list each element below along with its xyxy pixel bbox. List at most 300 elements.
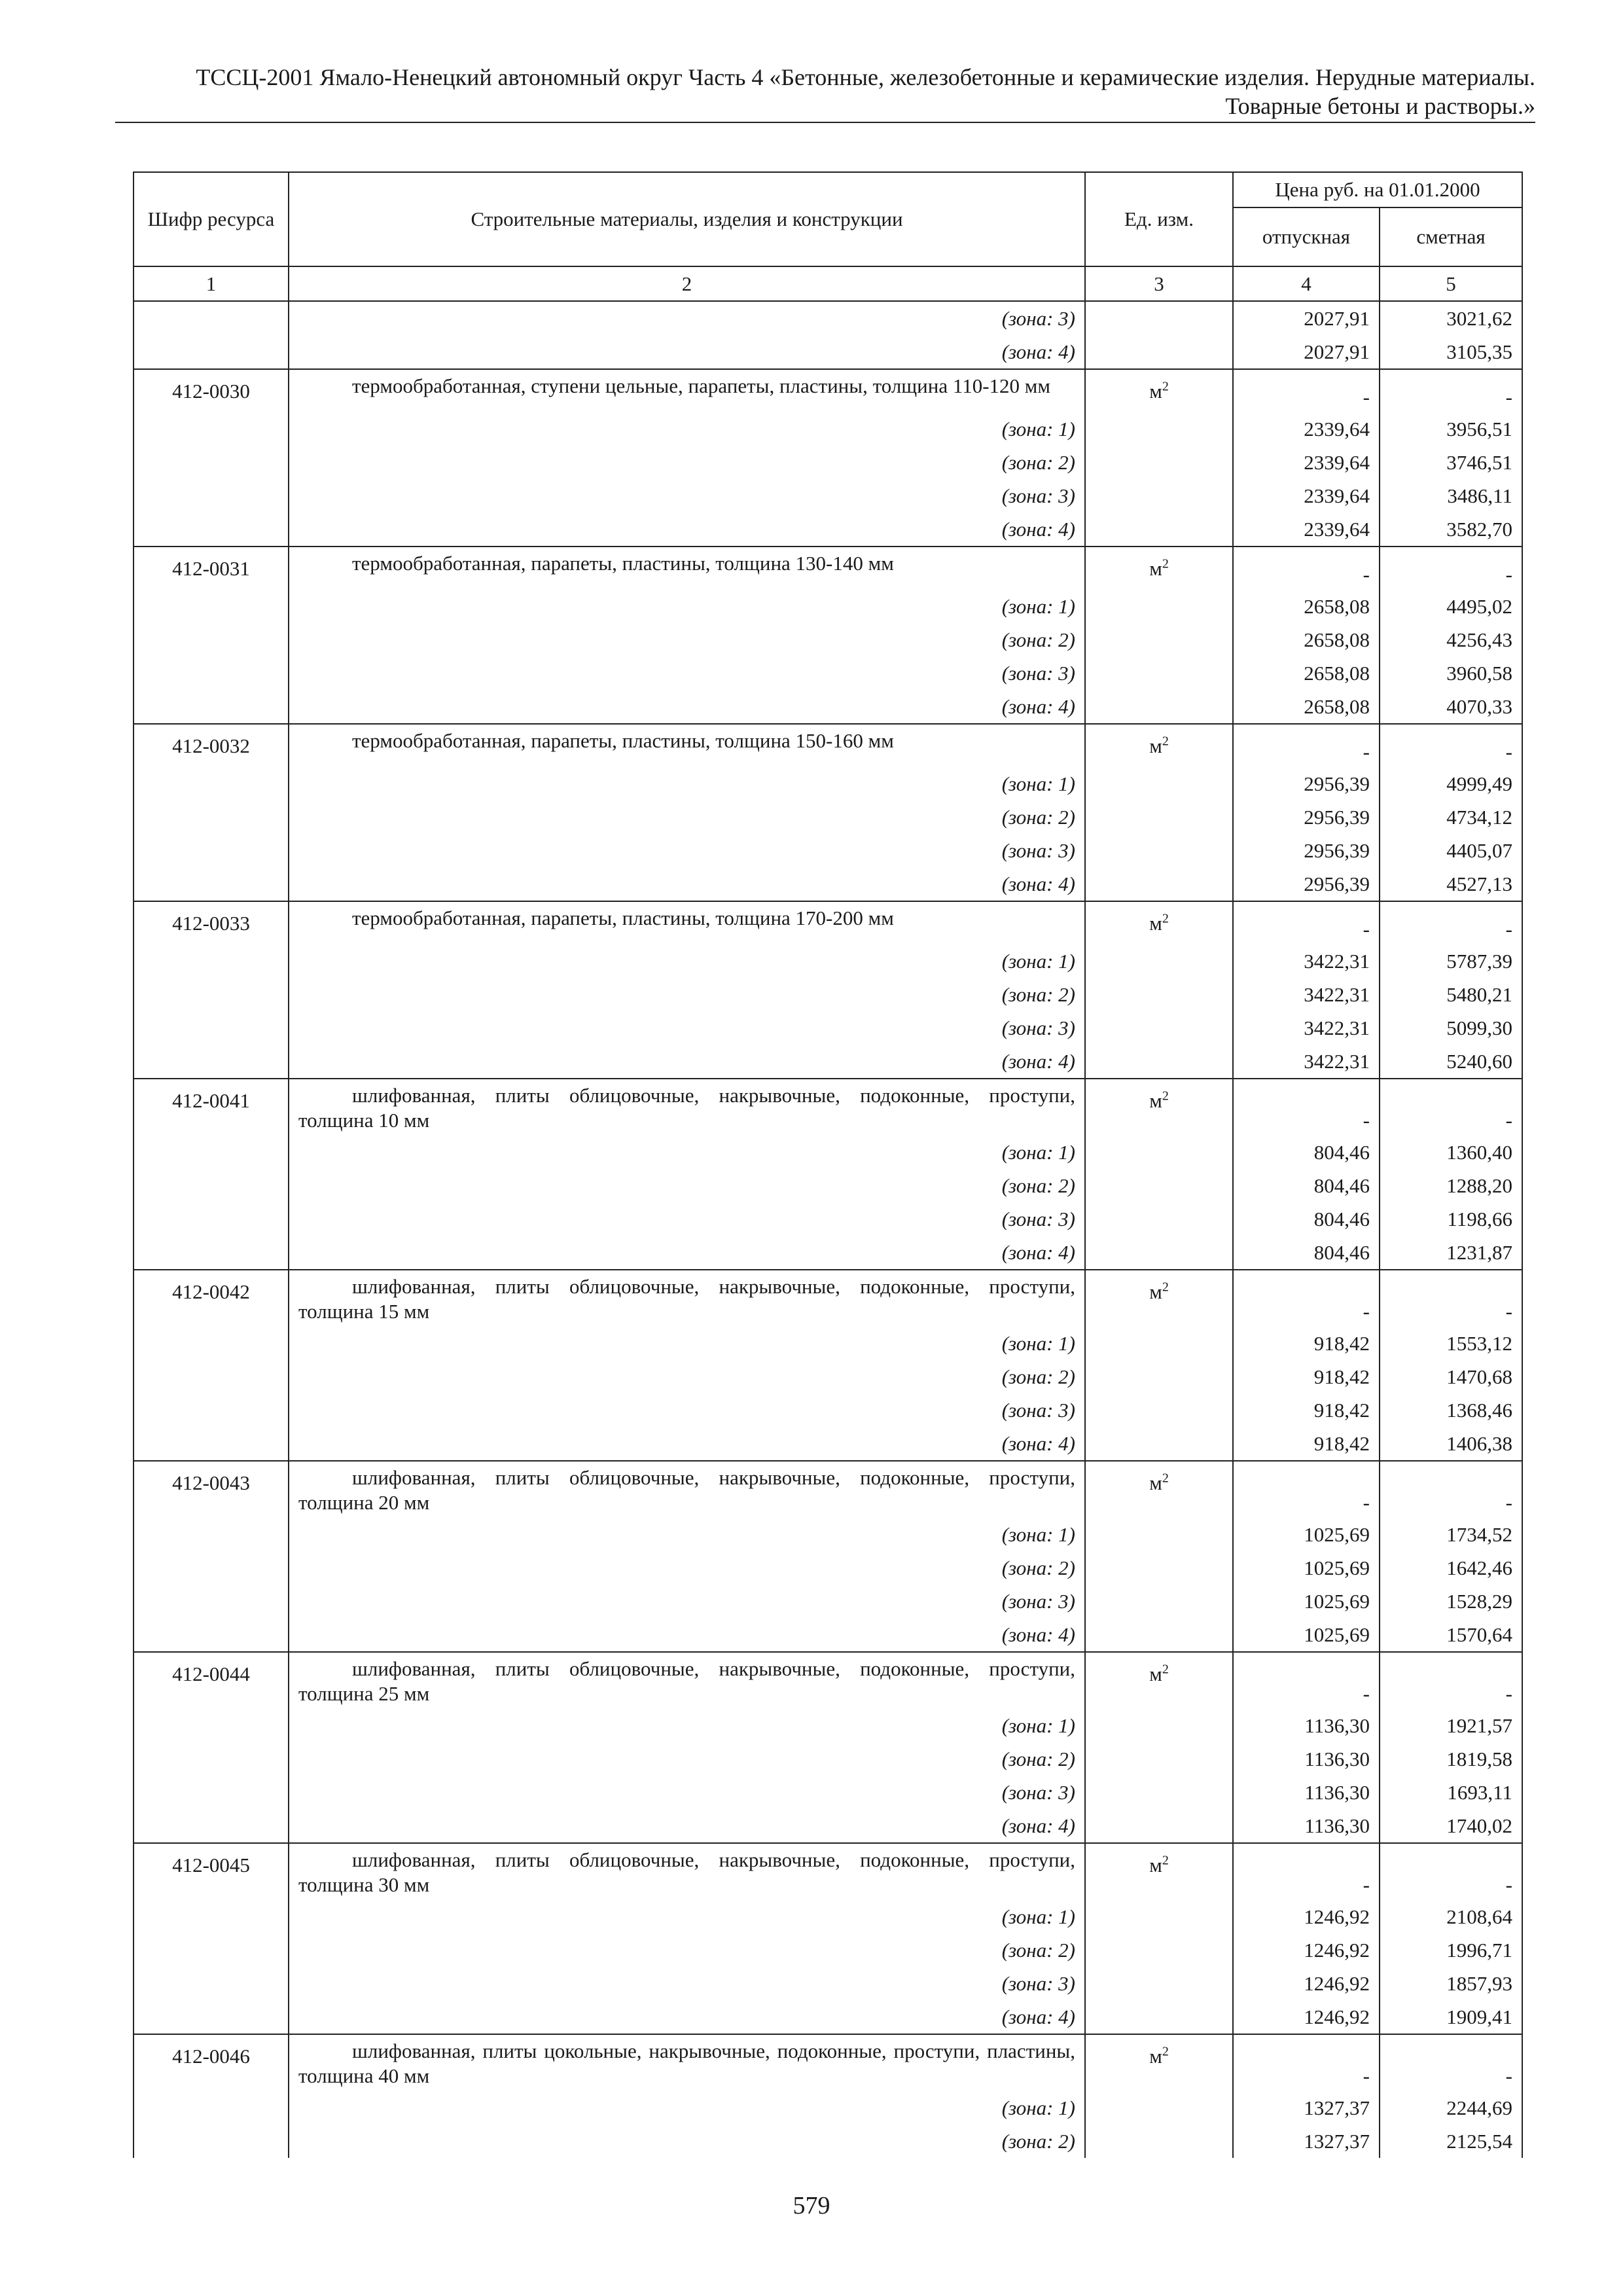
estimate-price: 1360,40 bbox=[1380, 1136, 1522, 1169]
estimate-price: 3956,51 bbox=[1380, 412, 1522, 446]
zone-label: (зона: 2) bbox=[289, 1169, 1085, 1202]
release-price: 2027,91 bbox=[1233, 335, 1380, 369]
release-price: 1025,69 bbox=[1233, 1551, 1380, 1585]
zone-label: (зона: 1) bbox=[289, 1327, 1085, 1360]
empty-cell bbox=[1085, 1933, 1233, 1967]
estimate-price: 5480,21 bbox=[1380, 978, 1522, 1011]
empty-cell bbox=[1085, 1967, 1233, 2000]
empty-cell bbox=[1085, 1327, 1233, 1360]
empty-cell bbox=[134, 1709, 289, 1742]
empty-cell bbox=[1085, 2091, 1233, 2125]
release-price: 1246,92 bbox=[1233, 1900, 1380, 1933]
resource-code: 412-0044 bbox=[134, 1652, 289, 1709]
estimate-price: - bbox=[1380, 1079, 1522, 1136]
zone-row bbox=[134, 1236, 1522, 1270]
zone-label: (зона: 2) bbox=[289, 1742, 1085, 1776]
empty-cell bbox=[134, 301, 289, 335]
estimate-price: 1996,71 bbox=[1380, 1933, 1522, 1967]
release-price: 2658,08 bbox=[1233, 656, 1380, 690]
empty-cell bbox=[1085, 590, 1233, 623]
material-description: шлифованная, плиты облицовочные, накрывочные, подоконные, проступи, толщина 30 мм bbox=[289, 1843, 1085, 1900]
release-price: 2339,64 bbox=[1233, 412, 1380, 446]
resource-code: 412-0033 bbox=[134, 901, 289, 944]
resource-code: 412-0042 bbox=[134, 1270, 289, 1327]
zone-label: (зона: 3) bbox=[289, 479, 1085, 512]
empty-cell bbox=[1085, 1360, 1233, 1393]
empty-cell bbox=[134, 1202, 289, 1236]
release-price: 1025,69 bbox=[1233, 1585, 1380, 1618]
estimate-price: 1819,58 bbox=[1380, 1742, 1522, 1776]
material-description: термообработанная, парапеты, пластины, толщина 170-200 мм bbox=[289, 901, 1085, 944]
empty-cell bbox=[134, 1393, 289, 1427]
release-price: 2658,08 bbox=[1233, 623, 1380, 656]
zone-row bbox=[134, 944, 1522, 978]
estimate-price: 3582,70 bbox=[1380, 512, 1522, 547]
material-row bbox=[134, 369, 1522, 412]
zone-label: (зона: 2) bbox=[289, 446, 1085, 479]
estimate-price: 4405,07 bbox=[1380, 834, 1522, 867]
empty-cell bbox=[1085, 978, 1233, 1011]
release-price: - bbox=[1233, 901, 1380, 944]
estimate-price: 1740,02 bbox=[1380, 1809, 1522, 1843]
empty-cell bbox=[134, 1518, 289, 1551]
estimate-price: 1642,46 bbox=[1380, 1551, 1522, 1585]
estimate-price: 2108,64 bbox=[1380, 1900, 1522, 1933]
empty-cell bbox=[134, 1551, 289, 1585]
material-row bbox=[134, 1652, 1522, 1709]
estimate-price: - bbox=[1380, 1461, 1522, 1518]
zone-row bbox=[134, 301, 1522, 335]
zone-label: (зона: 3) bbox=[289, 834, 1085, 867]
empty-cell bbox=[1085, 1518, 1233, 1551]
release-price: 918,42 bbox=[1233, 1393, 1380, 1427]
estimate-price: 1734,52 bbox=[1380, 1518, 1522, 1551]
estimate-price: - bbox=[1380, 369, 1522, 412]
resource-code: 412-0031 bbox=[134, 547, 289, 590]
empty-cell bbox=[134, 2125, 289, 2158]
estimate-price: 4495,02 bbox=[1380, 590, 1522, 623]
zone-label: (зона: 4) bbox=[289, 1045, 1085, 1079]
empty-cell bbox=[1085, 867, 1233, 901]
release-price: 2956,39 bbox=[1233, 767, 1380, 800]
empty-cell bbox=[1085, 512, 1233, 547]
release-price: - bbox=[1233, 1270, 1380, 1327]
empty-cell bbox=[134, 1933, 289, 1967]
material-row bbox=[134, 1461, 1522, 1518]
zone-label: (зона: 1) bbox=[289, 1136, 1085, 1169]
zone-row bbox=[134, 1809, 1522, 1843]
zone-row bbox=[134, 1900, 1522, 1933]
estimate-price: 1857,93 bbox=[1380, 1967, 1522, 2000]
empty-cell bbox=[1085, 1011, 1233, 1045]
unit-of-measure: $м^2$ bbox=[1085, 2034, 1233, 2091]
empty-cell bbox=[134, 1427, 289, 1461]
zone-label: (зона: 3) bbox=[289, 301, 1085, 335]
zone-label: (зона: 2) bbox=[289, 1360, 1085, 1393]
empty-cell bbox=[1085, 656, 1233, 690]
empty-cell bbox=[134, 623, 289, 656]
material-row bbox=[134, 901, 1522, 944]
zone-row bbox=[134, 1360, 1522, 1393]
zone-row bbox=[134, 2000, 1522, 2034]
estimate-price: 4999,49 bbox=[1380, 767, 1522, 800]
empty-cell bbox=[134, 1360, 289, 1393]
estimate-price: 5099,30 bbox=[1380, 1011, 1522, 1045]
col-head-name: Строительные материалы, изделия и конструкции bbox=[289, 172, 1085, 266]
zone-row bbox=[134, 446, 1522, 479]
estimate-price: - bbox=[1380, 2034, 1522, 2091]
release-price: 2956,39 bbox=[1233, 800, 1380, 834]
estimate-price: 2244,69 bbox=[1380, 2091, 1522, 2125]
material-description: термообработанная, парапеты, пластины, толщина 130-140 мм bbox=[289, 547, 1085, 590]
empty-cell bbox=[1085, 1551, 1233, 1585]
empty-cell bbox=[134, 1327, 289, 1360]
resource-code: 412-0030 bbox=[134, 369, 289, 412]
empty-cell bbox=[1085, 1709, 1233, 1742]
release-price: 2956,39 bbox=[1233, 834, 1380, 867]
empty-cell bbox=[134, 512, 289, 547]
col-head-price: Цена руб. на 01.01.2000 bbox=[1233, 172, 1522, 207]
release-price: 804,46 bbox=[1233, 1236, 1380, 1270]
release-price: 1025,69 bbox=[1233, 1618, 1380, 1652]
estimate-price: 3021,62 bbox=[1380, 301, 1522, 335]
zone-row bbox=[134, 1585, 1522, 1618]
zone-label: (зона: 1) bbox=[289, 1518, 1085, 1551]
estimate-price: 1368,46 bbox=[1380, 1393, 1522, 1427]
material-row bbox=[134, 547, 1522, 590]
col-head-release: отпускная bbox=[1233, 207, 1380, 266]
empty-cell bbox=[1085, 1618, 1233, 1652]
estimate-price: 5787,39 bbox=[1380, 944, 1522, 978]
zone-label: (зона: 3) bbox=[289, 1967, 1085, 2000]
empty-cell bbox=[1085, 446, 1233, 479]
zone-label: (зона: 4) bbox=[289, 1618, 1085, 1652]
release-price: 1136,30 bbox=[1233, 1742, 1380, 1776]
empty-cell bbox=[1085, 412, 1233, 446]
unit-of-measure: $м^2$ bbox=[1085, 1652, 1233, 1709]
empty-cell bbox=[134, 800, 289, 834]
zone-label: (зона: 1) bbox=[289, 944, 1085, 978]
release-price: 2956,39 bbox=[1233, 867, 1380, 901]
empty-cell bbox=[1085, 623, 1233, 656]
table-body bbox=[134, 266, 1522, 2158]
material-row bbox=[134, 1843, 1522, 1900]
zone-label: (зона: 3) bbox=[289, 1776, 1085, 1809]
material-description: шлифованная, плиты облицовочные, накрывочные, подоконные, проступи, толщина 25 мм bbox=[289, 1652, 1085, 1709]
zone-row bbox=[134, 1011, 1522, 1045]
empty-cell bbox=[1085, 690, 1233, 724]
page-number: 579 bbox=[793, 2192, 830, 2219]
estimate-price: - bbox=[1380, 724, 1522, 767]
empty-cell bbox=[1085, 2125, 1233, 2158]
col-number: 4 bbox=[1233, 266, 1380, 301]
col-head-unit: Ед. изм. bbox=[1085, 172, 1233, 266]
zone-label: (зона: 4) bbox=[289, 335, 1085, 369]
zone-row bbox=[134, 1518, 1522, 1551]
empty-cell bbox=[1085, 1045, 1233, 1079]
empty-cell bbox=[134, 335, 289, 369]
estimate-price: 1570,64 bbox=[1380, 1618, 1522, 1652]
empty-cell bbox=[1085, 767, 1233, 800]
resource-code: 412-0046 bbox=[134, 2034, 289, 2091]
zone-label: (зона: 1) bbox=[289, 590, 1085, 623]
zone-row bbox=[134, 623, 1522, 656]
release-price: 2339,64 bbox=[1233, 512, 1380, 547]
release-price: - bbox=[1233, 724, 1380, 767]
release-price: 3422,31 bbox=[1233, 944, 1380, 978]
empty-cell bbox=[134, 1618, 289, 1652]
empty-cell bbox=[134, 412, 289, 446]
empty-cell bbox=[134, 978, 289, 1011]
zone-label: (зона: 2) bbox=[289, 978, 1085, 1011]
zone-label: (зона: 2) bbox=[289, 1933, 1085, 1967]
estimate-price: 1288,20 bbox=[1380, 1169, 1522, 1202]
estimate-price: 1909,41 bbox=[1380, 2000, 1522, 2034]
material-row bbox=[134, 724, 1522, 767]
zone-row bbox=[134, 590, 1522, 623]
empty-cell bbox=[134, 1809, 289, 1843]
empty-cell bbox=[134, 479, 289, 512]
estimate-price: 3960,58 bbox=[1380, 656, 1522, 690]
release-price: 3422,31 bbox=[1233, 1011, 1380, 1045]
table-head bbox=[134, 172, 1522, 266]
zone-row bbox=[134, 1136, 1522, 1169]
zone-row bbox=[134, 2125, 1522, 2158]
page-header bbox=[115, 63, 1535, 120]
zone-label: (зона: 4) bbox=[289, 1427, 1085, 1461]
zone-row bbox=[134, 1202, 1522, 1236]
zone-label: (зона: 3) bbox=[289, 1202, 1085, 1236]
empty-cell bbox=[134, 834, 289, 867]
zone-label: (зона: 1) bbox=[289, 412, 1085, 446]
empty-cell bbox=[1085, 800, 1233, 834]
release-price: 1327,37 bbox=[1233, 2125, 1380, 2158]
zone-row bbox=[134, 1327, 1522, 1360]
zone-row bbox=[134, 767, 1522, 800]
empty-cell bbox=[134, 1136, 289, 1169]
zone-label: (зона: 1) bbox=[289, 767, 1085, 800]
unit-of-measure: $м^2$ bbox=[1085, 901, 1233, 944]
empty-cell bbox=[1085, 479, 1233, 512]
release-price: 1246,92 bbox=[1233, 1933, 1380, 1967]
col-number: 5 bbox=[1380, 266, 1522, 301]
zone-row bbox=[134, 834, 1522, 867]
release-price: - bbox=[1233, 369, 1380, 412]
estimate-price: 1553,12 bbox=[1380, 1327, 1522, 1360]
release-price: 2339,64 bbox=[1233, 446, 1380, 479]
release-price: - bbox=[1233, 1461, 1380, 1518]
release-price: - bbox=[1233, 1652, 1380, 1709]
estimate-price: 1528,29 bbox=[1380, 1585, 1522, 1618]
release-price: 3422,31 bbox=[1233, 978, 1380, 1011]
release-price: 2027,91 bbox=[1233, 301, 1380, 335]
estimate-price: 3746,51 bbox=[1380, 446, 1522, 479]
zone-label: (зона: 2) bbox=[289, 800, 1085, 834]
empty-cell bbox=[1085, 1169, 1233, 1202]
zone-row bbox=[134, 412, 1522, 446]
material-description: шлифованная, плиты облицовочные, накрывочные, подоконные, проступи, толщина 20 мм bbox=[289, 1461, 1085, 1518]
zone-row bbox=[134, 335, 1522, 369]
empty-cell bbox=[134, 1011, 289, 1045]
empty-cell bbox=[134, 1776, 289, 1809]
empty-cell bbox=[1085, 2000, 1233, 2034]
zone-label: (зона: 1) bbox=[289, 1900, 1085, 1933]
zone-row bbox=[134, 978, 1522, 1011]
release-price: - bbox=[1233, 1079, 1380, 1136]
unit-of-measure: $м^2$ bbox=[1085, 547, 1233, 590]
empty-cell bbox=[1085, 1393, 1233, 1427]
col-number: 3 bbox=[1085, 266, 1233, 301]
material-description: термообработанная, ступени цельные, парапеты, пластины, толщина 110-120 мм bbox=[289, 369, 1085, 412]
zone-row bbox=[134, 1393, 1522, 1427]
resource-code: 412-0045 bbox=[134, 1843, 289, 1900]
estimate-price: - bbox=[1380, 1843, 1522, 1900]
empty-cell bbox=[134, 1169, 289, 1202]
empty-cell bbox=[134, 867, 289, 901]
zone-label: (зона: 4) bbox=[289, 867, 1085, 901]
zone-row bbox=[134, 1427, 1522, 1461]
estimate-price: 4527,13 bbox=[1380, 867, 1522, 901]
release-price: 1327,37 bbox=[1233, 2091, 1380, 2125]
zone-row bbox=[134, 479, 1522, 512]
empty-cell bbox=[134, 1967, 289, 2000]
release-price: 918,42 bbox=[1233, 1360, 1380, 1393]
zone-label: (зона: 3) bbox=[289, 1393, 1085, 1427]
zone-row bbox=[134, 512, 1522, 547]
empty-cell bbox=[1085, 944, 1233, 978]
empty-cell bbox=[1085, 1585, 1233, 1618]
zone-row bbox=[134, 1169, 1522, 1202]
unit-of-measure: $м^2$ bbox=[1085, 1270, 1233, 1327]
estimate-price: 1921,57 bbox=[1380, 1709, 1522, 1742]
empty-cell bbox=[1085, 1809, 1233, 1843]
estimate-price: 3105,35 bbox=[1380, 335, 1522, 369]
empty-cell bbox=[134, 1742, 289, 1776]
empty-cell bbox=[1085, 1236, 1233, 1270]
estimate-price: 1693,11 bbox=[1380, 1776, 1522, 1809]
unit-of-measure: $м^2$ bbox=[1085, 1843, 1233, 1900]
release-price: 804,46 bbox=[1233, 1202, 1380, 1236]
header-rule bbox=[115, 122, 1535, 123]
estimate-price: 1198,66 bbox=[1380, 1202, 1522, 1236]
empty-cell bbox=[1085, 1427, 1233, 1461]
material-description: шлифованная, плиты облицовочные, накрывочные, подоконные, проступи, толщина 10 мм bbox=[289, 1079, 1085, 1136]
zone-row bbox=[134, 1776, 1522, 1809]
zone-label: (зона: 4) bbox=[289, 2000, 1085, 2034]
release-price: 1136,30 bbox=[1233, 1809, 1380, 1843]
estimate-price: 2125,54 bbox=[1380, 2125, 1522, 2158]
zone-row bbox=[134, 1551, 1522, 1585]
empty-cell bbox=[134, 1045, 289, 1079]
zone-label: (зона: 4) bbox=[289, 512, 1085, 547]
empty-cell bbox=[134, 1585, 289, 1618]
empty-cell bbox=[134, 1900, 289, 1933]
empty-cell bbox=[134, 2091, 289, 2125]
release-price: - bbox=[1233, 2034, 1380, 2091]
zone-label: (зона: 2) bbox=[289, 2125, 1085, 2158]
estimate-price: 4070,33 bbox=[1380, 690, 1522, 724]
zone-label: (зона: 3) bbox=[289, 1011, 1085, 1045]
empty-cell bbox=[134, 446, 289, 479]
empty-cell bbox=[134, 590, 289, 623]
col-head-estimate: сметная bbox=[1380, 207, 1522, 266]
empty-cell bbox=[1085, 834, 1233, 867]
unit-of-measure: $м^2$ bbox=[1085, 1079, 1233, 1136]
release-price: 1136,30 bbox=[1233, 1776, 1380, 1809]
resource-code: 412-0032 bbox=[134, 724, 289, 767]
estimate-price: - bbox=[1380, 1652, 1522, 1709]
empty-cell bbox=[134, 690, 289, 724]
zone-row bbox=[134, 656, 1522, 690]
release-price: 804,46 bbox=[1233, 1169, 1380, 1202]
release-price: 1025,69 bbox=[1233, 1518, 1380, 1551]
header-line-2: Товарные бетоны и растворы.» bbox=[1225, 93, 1535, 119]
zone-row bbox=[134, 800, 1522, 834]
estimate-price: - bbox=[1380, 1270, 1522, 1327]
empty-cell bbox=[1085, 1202, 1233, 1236]
release-price: 2658,08 bbox=[1233, 590, 1380, 623]
column-numbers-row bbox=[134, 266, 1522, 301]
zone-label: (зона: 1) bbox=[289, 1709, 1085, 1742]
release-price: 918,42 bbox=[1233, 1427, 1380, 1461]
material-row bbox=[134, 1079, 1522, 1136]
zone-row bbox=[134, 1742, 1522, 1776]
empty-cell bbox=[134, 2000, 289, 2034]
material-description: шлифованная, плиты облицовочные, накрывочные, подоконные, проступи, толщина 15 мм bbox=[289, 1270, 1085, 1327]
zone-label: (зона: 2) bbox=[289, 1551, 1085, 1585]
release-price: 2339,64 bbox=[1233, 479, 1380, 512]
release-price: 1136,30 bbox=[1233, 1709, 1380, 1742]
header-line-1: ТССЦ-2001 Ямало-Ненецкий автономный округ Часть 4 «Бетонные, железобетонные и керамические изделия. Нерудные материалы. bbox=[196, 64, 1535, 90]
unit-of-measure: $м^2$ bbox=[1085, 724, 1233, 767]
unit-of-measure: $м^2$ bbox=[1085, 1461, 1233, 1518]
zone-row bbox=[134, 690, 1522, 724]
resource-code: 412-0043 bbox=[134, 1461, 289, 1518]
estimate-price: 4256,43 bbox=[1380, 623, 1522, 656]
zone-row bbox=[134, 1709, 1522, 1742]
zone-label: (зона: 3) bbox=[289, 1585, 1085, 1618]
zone-label: (зона: 3) bbox=[289, 656, 1085, 690]
zone-label: (зона: 4) bbox=[289, 1809, 1085, 1843]
empty-cell bbox=[1085, 1136, 1233, 1169]
release-price: 918,42 bbox=[1233, 1327, 1380, 1360]
release-price: 1246,92 bbox=[1233, 1967, 1380, 2000]
estimate-price: 5240,60 bbox=[1380, 1045, 1522, 1079]
estimate-price: - bbox=[1380, 547, 1522, 590]
zone-row bbox=[134, 1933, 1522, 1967]
material-row bbox=[134, 2034, 1522, 2091]
empty-cell bbox=[1085, 1900, 1233, 1933]
zone-label: (зона: 4) bbox=[289, 690, 1085, 724]
zone-row bbox=[134, 1045, 1522, 1079]
release-price: 3422,31 bbox=[1233, 1045, 1380, 1079]
estimate-price: - bbox=[1380, 901, 1522, 944]
material-row bbox=[134, 1270, 1522, 1327]
material-description: термообработанная, парапеты, пластины, толщина 150-160 мм bbox=[289, 724, 1085, 767]
release-price: - bbox=[1233, 547, 1380, 590]
empty-cell bbox=[134, 1236, 289, 1270]
empty-cell bbox=[134, 944, 289, 978]
release-price: - bbox=[1233, 1843, 1380, 1900]
price-table bbox=[133, 171, 1523, 2158]
empty-cell bbox=[134, 656, 289, 690]
estimate-price: 1470,68 bbox=[1380, 1360, 1522, 1393]
col-head-code: Шифр ресурса bbox=[134, 172, 289, 266]
release-price: 2658,08 bbox=[1233, 690, 1380, 724]
estimate-price: 3486,11 bbox=[1380, 479, 1522, 512]
unit-of-measure: $м^2$ bbox=[1085, 369, 1233, 412]
empty-cell bbox=[134, 767, 289, 800]
